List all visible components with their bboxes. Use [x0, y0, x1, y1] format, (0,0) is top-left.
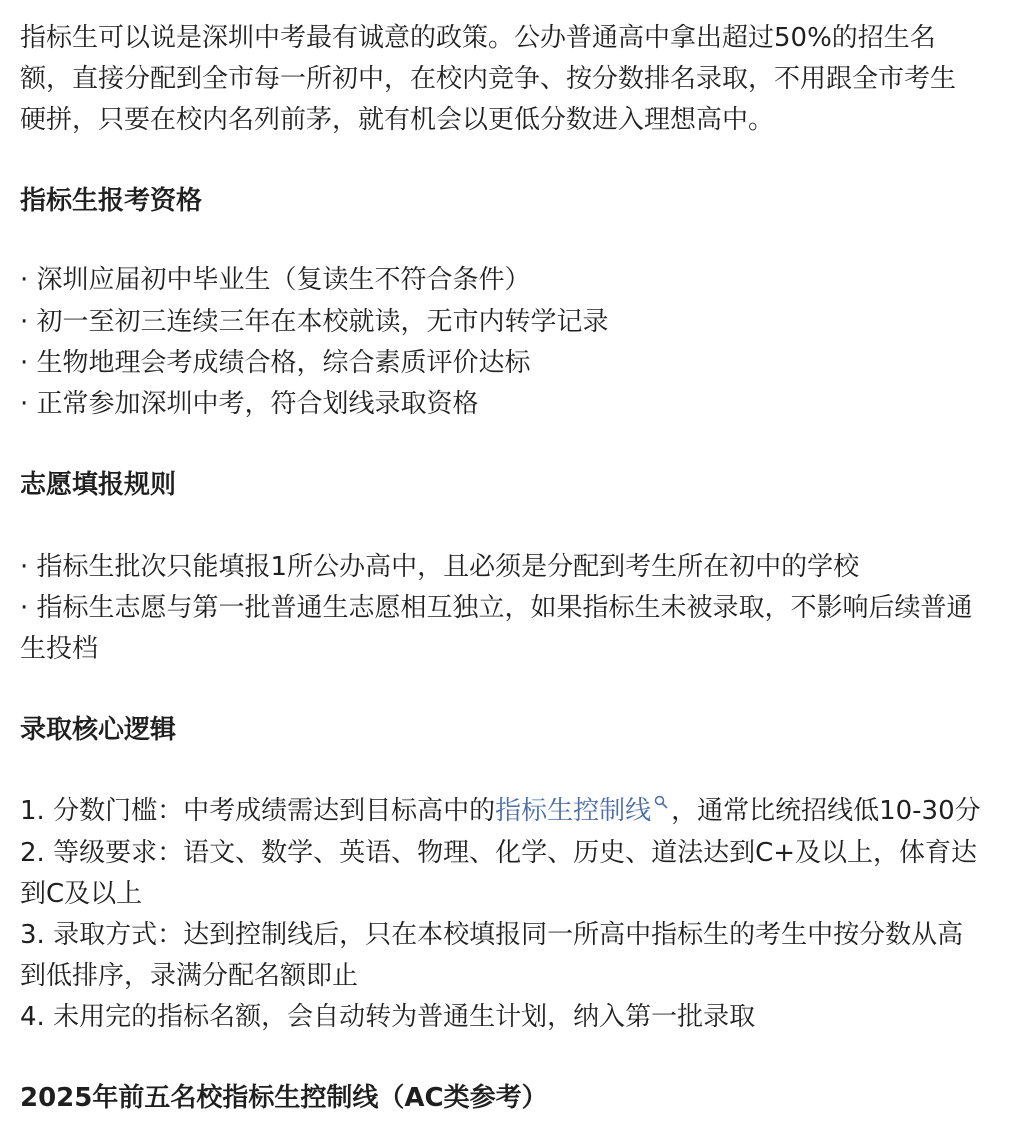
logic-item-1-prefix: 1. 分数门槛：中考成绩需达到目标高中的: [20, 796, 496, 826]
logic-item-1: [20, 791, 981, 831]
rules-item-1: · 指标生批次只能填报1所公办高中，且必须是分配到考生所在初中的学校: [20, 552, 860, 582]
search-icon[interactable]: [654, 795, 668, 809]
logic-item-4: 4. 未用完的指标名额，会自动转为普通生计划，纳入第一批录取: [20, 1002, 756, 1032]
intro-paragraph-line-3: 硬拼，只要在校内名列前茅，就有机会以更低分数进入理想高中。: [20, 105, 775, 135]
logic-item-2-line-2: 到C及以上: [20, 879, 143, 909]
logic-item-2-line-1: 2. 等级要求：语文、数学、英语、物理、化学、历史、道法达到C+及以上，体育达: [20, 838, 978, 868]
intro-paragraph-line-2: 额，直接分配到全市每一所初中，在校内竞争、按分数排名录取，不用跟全市考生: [20, 64, 957, 94]
control-lines-heading: 2025年前五名校指标生控制线（AC类参考）: [20, 1083, 548, 1113]
intro-paragraph-line-1: 指标生可以说是深圳中考最有诚意的政策。公办普通高中拿出超过50%的招生名: [20, 23, 936, 53]
eligibility-item: · 正常参加深圳中考，符合划线录取资格: [20, 389, 479, 419]
eligibility-item: · 深圳应届初中毕业生（复读生不符合条件）: [20, 265, 531, 295]
logic-item-3-line-2: 到低排序，录满分配名额即止: [20, 961, 359, 991]
eligibility-item: · 初一至初三连续三年在本校就读，无市内转学记录: [20, 307, 609, 337]
logic-item-3-line-1: 3. 录取方式：达到控制线后，只在本校填报同一所高中指标生的考生中按分数从高: [20, 920, 964, 950]
control-line-keyword-link[interactable]: 指标生控制线: [495, 796, 652, 826]
logic-heading: 录取核心逻辑: [20, 715, 177, 745]
rules-item-2-line-2: 生投档: [20, 634, 99, 664]
rules-heading: 志愿填报规则: [20, 470, 177, 500]
eligibility-item: · 生物地理会考成绩合格，综合素质评价达标: [20, 348, 531, 378]
logic-item-1-suffix: ，通常比统招线低10-30分: [671, 796, 981, 826]
rules-item-2-line-1: · 指标生志愿与第一批普通生志愿相互独立，如果指标生未被录取，不影响后续普通: [20, 593, 973, 623]
eligibility-heading: 指标生报考资格: [20, 186, 203, 216]
